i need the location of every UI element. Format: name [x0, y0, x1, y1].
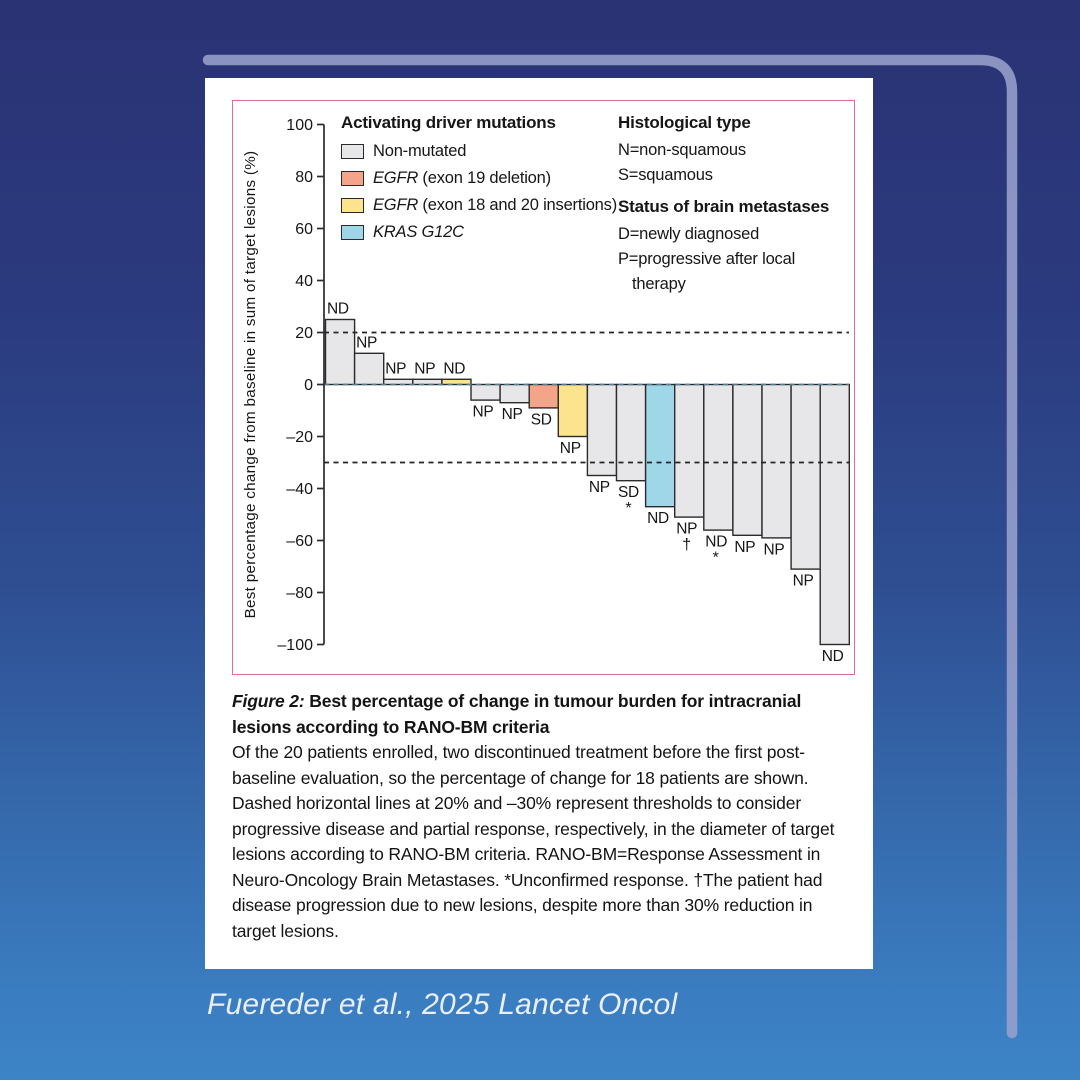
bar-patient-9 — [558, 385, 587, 437]
legend-item-non-mutated — [341, 138, 617, 165]
figure-caption — [232, 689, 860, 944]
y-tick-label: –80 — [286, 585, 313, 602]
legend-swatch-egfr-exon18-20 — [341, 198, 364, 213]
legend-annotations — [618, 113, 829, 297]
bar-patient-8 — [529, 385, 558, 408]
legend-label: EGFR (exon 19 deletion) — [373, 169, 551, 187]
bar-patient-14 — [704, 385, 733, 531]
bar-label: NP — [792, 572, 814, 590]
legend-swatch-egfr-exon19 — [341, 171, 364, 186]
bar-label: ND — [327, 300, 349, 318]
bar-label: NP — [472, 403, 494, 421]
bar-patient-3 — [384, 379, 413, 384]
chart-frame — [232, 100, 855, 675]
histology-line: N=non-squamous — [618, 141, 746, 159]
attribution-text: Fuereder et al., 2025 Lancet Oncol — [207, 988, 678, 1021]
legend-label: Non-mutated — [373, 142, 467, 160]
bar-patient-13 — [675, 385, 704, 518]
caption-figure-label: Figure 2: — [232, 691, 305, 711]
y-tick-label: 100 — [286, 117, 313, 134]
brain-metastases-line: therapy — [632, 275, 686, 293]
bar-label: ND — [821, 648, 844, 665]
y-tick-label: 80 — [295, 169, 313, 186]
bar-patient-6 — [471, 385, 500, 401]
y-tick-label: –100 — [277, 637, 313, 654]
bar-label: ND — [705, 533, 728, 551]
bar-label: SD — [530, 411, 552, 429]
bar-patient-15 — [733, 385, 762, 536]
y-tick-label: –40 — [286, 481, 313, 498]
legend-title: Activating driver mutations — [341, 113, 556, 132]
bar-label: ND — [647, 510, 669, 528]
bar-label: NP — [676, 520, 698, 538]
caption-body: Of the 20 patients enrolled, two discontinued treatment before the first post-baseline evaluation, so the percentage of change for 18 patients are shown. Dashed horizontal lines at 20% and –30% represent thresholds to consider progressive disease and partial response, respectively, in the diameter of target lesions according to RANO-BM criteria. RANO-BM=Response Assessment in Neuro-Oncology Brain Metastases. *Unconfirmed response. †The patient had disease progression due to new lesions, despite more than 30% reduction in target lesions. — [232, 742, 835, 941]
legend-driver-mutations — [341, 113, 617, 246]
legend-item-kras-g12c — [341, 219, 617, 246]
bar-patient-16 — [762, 385, 791, 538]
histology-title: Histological type — [618, 113, 751, 132]
y-axis-title: Best percentage change from baseline in sum of target lesions (%) — [242, 150, 259, 619]
bar-label: NP — [414, 360, 436, 378]
bar-patient-4 — [413, 379, 442, 384]
bar-label: NP — [763, 541, 785, 559]
legend-item-egfr-exon19 — [341, 165, 617, 192]
bar-marker: * — [712, 549, 719, 567]
caption-title: Figure 2: Best percentage of change in tumour burden for intracranial lesions according to RANO-BM criteria — [232, 691, 802, 737]
legend-swatch-kras-g12c — [341, 225, 364, 240]
bar-label: NP — [734, 538, 756, 556]
bar-patient-11 — [617, 385, 646, 481]
figure-card — [205, 78, 873, 969]
brain-metastases-line: P=progressive after local — [618, 250, 796, 268]
bar-label: NP — [588, 479, 610, 496]
bar-patient-18 — [820, 385, 849, 645]
bar-patient-12 — [646, 385, 675, 507]
bar-label: NP — [356, 334, 378, 352]
bar-label: NP — [559, 440, 581, 457]
bar-patient-7 — [500, 385, 529, 403]
bar-patient-17 — [791, 385, 820, 570]
y-tick-label: 60 — [295, 221, 313, 238]
bar-label: NP — [385, 360, 407, 378]
y-tick-label: 20 — [295, 325, 313, 342]
y-tick-label: 40 — [295, 273, 313, 290]
y-tick-label: –60 — [286, 533, 313, 550]
legend-label: KRAS G12C — [373, 223, 464, 241]
brain-metastases-title: Status of brain metastases — [618, 197, 830, 216]
legend-label: EGFR (exon 18 and 20 insertions) — [373, 196, 617, 214]
legend-swatch-non-mutated — [341, 144, 364, 159]
bar-patient-2 — [355, 353, 384, 384]
y-tick-label: 0 — [304, 377, 313, 394]
bar-label: ND — [443, 360, 466, 378]
legend-item-egfr-exon18-20 — [341, 192, 617, 219]
bar-marker: † — [682, 536, 692, 554]
histology-line: S=squamous — [618, 166, 713, 184]
bar-label: SD — [618, 484, 639, 502]
bar-patient-1 — [326, 320, 355, 385]
y-tick-label: –20 — [286, 429, 313, 446]
bar-marker: * — [625, 500, 632, 518]
bar-label: NP — [501, 406, 523, 424]
brain-metastases-line: D=newly diagnosed — [618, 225, 760, 243]
